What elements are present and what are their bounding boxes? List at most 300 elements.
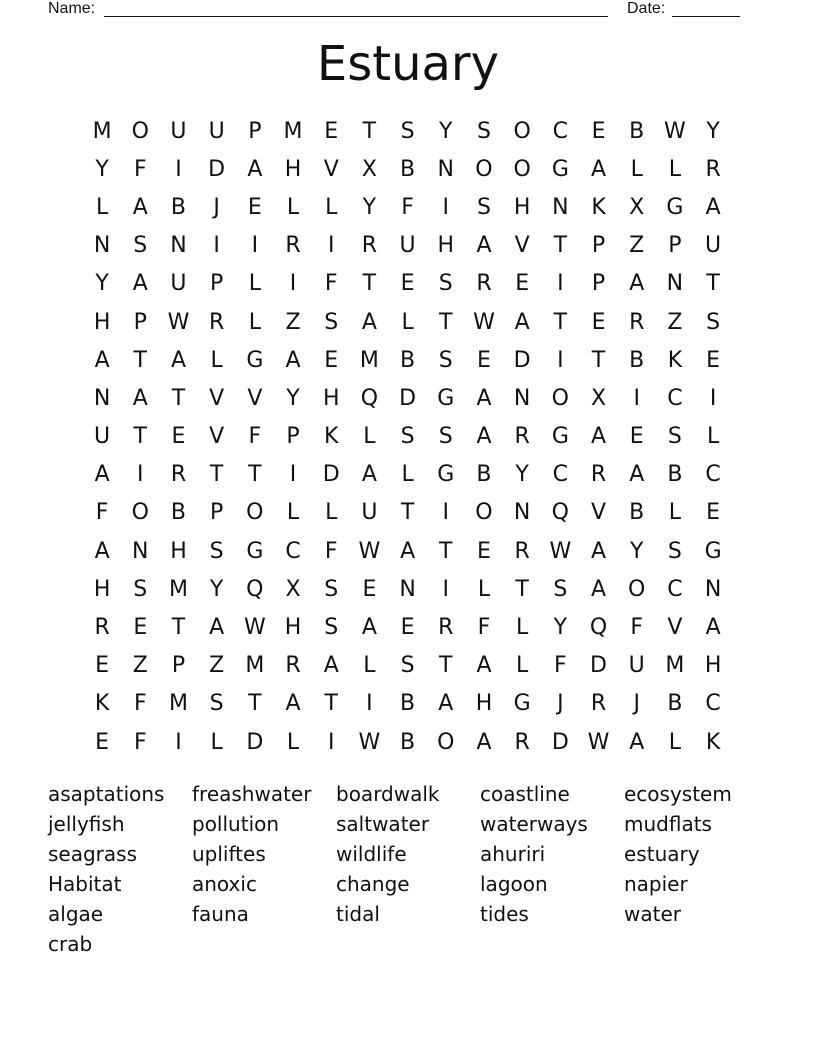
grid-cell: E — [247, 194, 262, 220]
grid-cell: A — [476, 653, 492, 679]
grid-cell: E — [362, 576, 377, 602]
grid-cell: S — [476, 194, 491, 220]
grid-cell: A — [400, 538, 416, 564]
grid-cell: F — [401, 194, 414, 220]
grid-cell: A — [361, 462, 377, 488]
grid-cell: T — [553, 233, 568, 259]
grid-cell: S — [438, 271, 453, 297]
grid-cell: E — [133, 615, 148, 641]
grid-cell: P — [591, 271, 606, 297]
grid-cell: Q — [246, 576, 264, 602]
grid-cell: A — [132, 271, 148, 297]
grid-cell: M — [359, 347, 379, 373]
word-list-item: estuary — [624, 842, 700, 866]
grid-cell: L — [516, 653, 529, 679]
grid-cell: A — [705, 194, 721, 220]
grid-cell: T — [591, 347, 606, 373]
grid-cell: F — [477, 615, 491, 641]
grid-cell: K — [667, 347, 683, 373]
grid-cell: V — [667, 615, 683, 641]
grid-cell: G — [513, 691, 531, 717]
grid-cell: B — [629, 500, 645, 526]
grid-cell: L — [248, 271, 261, 297]
grid-cell: L — [363, 424, 376, 450]
grid-cell: D — [322, 462, 340, 488]
word-list-item: pollution — [192, 812, 280, 836]
grid-cell: L — [210, 347, 223, 373]
grid-cell: H — [93, 576, 111, 602]
grid-cell: A — [629, 462, 645, 488]
grid-cell: D — [399, 385, 417, 411]
word-list-item: freashwater — [192, 782, 312, 806]
grid-cell: X — [629, 194, 645, 220]
grid-cell: S — [324, 576, 339, 602]
word-list-item: napier — [624, 872, 688, 896]
grid-cell: N — [170, 233, 187, 259]
grid-cell: M — [283, 118, 303, 144]
grid-cell: S — [133, 233, 148, 259]
grid-cell: I — [175, 156, 182, 182]
grid-cell: T — [133, 347, 147, 373]
grid-cell: Y — [209, 576, 224, 602]
grid-cell: S — [476, 118, 491, 144]
grid-cell: A — [132, 194, 148, 220]
word-list-item: water — [624, 902, 681, 926]
grid-cell: H — [93, 309, 111, 335]
grid-cell: R — [94, 615, 110, 641]
grid-cell: R — [361, 233, 378, 259]
grid-cell: E — [477, 538, 491, 564]
grid-cell: W — [358, 729, 381, 755]
grid-cell: A — [705, 615, 721, 641]
grid-cell: Z — [132, 653, 148, 679]
grid-cell: O — [131, 500, 149, 526]
grid-cell: E — [95, 653, 110, 679]
grid-cell: P — [591, 233, 606, 259]
grid-cell: P — [133, 309, 147, 335]
grid-cell: A — [247, 156, 263, 182]
grid-cell: K — [94, 691, 110, 717]
grid-cell: H — [513, 194, 531, 220]
grid-cell: L — [325, 500, 338, 526]
grid-cell: N — [93, 233, 111, 259]
grid-cell: S — [209, 691, 224, 717]
grid-cell: W — [587, 729, 610, 755]
grid-cell: A — [94, 462, 110, 488]
grid-cell: Y — [95, 156, 109, 182]
grid-cell: T — [171, 385, 186, 411]
letter-grid — [83, 112, 733, 762]
grid-cell: O — [551, 385, 569, 411]
grid-cell: G — [551, 424, 569, 450]
grid-cell: Q — [360, 385, 379, 411]
date-label: Date: — [627, 0, 666, 17]
grid-cell: F — [133, 156, 147, 182]
grid-cell: F — [133, 691, 147, 717]
grid-cell: Y — [286, 385, 300, 411]
word-list-item: change — [336, 872, 410, 896]
grid-cell: L — [668, 500, 682, 526]
word-list-item: ecosystem — [624, 782, 732, 806]
grid-cell: G — [437, 462, 455, 488]
grid-cell: R — [705, 156, 721, 182]
grid-cell: T — [248, 462, 262, 488]
word-list-item: coastline — [480, 782, 570, 806]
grid-cell: E — [515, 271, 530, 297]
grid-cell: U — [208, 118, 225, 144]
grid-cell: I — [175, 729, 182, 755]
word-list-item: tidal — [336, 902, 380, 926]
grid-cell: H — [704, 653, 722, 679]
grid-cell: M — [168, 576, 188, 602]
grid-cell: K — [591, 194, 606, 220]
grid-cell: S — [667, 424, 682, 450]
grid-cell: V — [591, 500, 607, 526]
grid-cell: A — [438, 691, 454, 717]
grid-cell: V — [209, 424, 225, 450]
grid-cell: F — [324, 538, 338, 564]
grid-cell: A — [94, 538, 110, 564]
grid-cell: S — [324, 309, 339, 335]
grid-cell: V — [209, 385, 225, 411]
grid-cell: A — [591, 156, 607, 182]
grid-cell: L — [286, 500, 300, 526]
word-list — [48, 779, 768, 959]
grid-cell: R — [285, 653, 301, 679]
worksheet-header — [48, 0, 748, 20]
grid-cell: D — [246, 729, 264, 755]
grid-cell: H — [322, 385, 340, 411]
grid-cell: B — [400, 156, 416, 182]
grid-cell: B — [629, 347, 645, 373]
grid-cell: N — [437, 156, 455, 182]
word-list-item: ahuriri — [480, 842, 546, 866]
word-list-item: upliftes — [192, 842, 266, 866]
grid-cell: A — [94, 347, 110, 373]
grid-cell: M — [665, 653, 685, 679]
word-list-item: asaptations — [48, 782, 165, 806]
grid-cell: S — [400, 424, 415, 450]
word-list-item: boardwalk — [336, 782, 440, 806]
grid-cell: E — [706, 347, 721, 373]
grid-cell: L — [325, 194, 338, 220]
grid-cell: D — [551, 729, 569, 755]
grid-cell: R — [285, 233, 301, 259]
grid-cell: M — [245, 653, 265, 679]
word-list-item: anoxic — [192, 872, 257, 896]
grid-cell: T — [400, 500, 415, 526]
grid-cell: I — [327, 233, 335, 259]
grid-cell: G — [437, 385, 455, 411]
grid-cell: E — [591, 118, 606, 144]
grid-cell: F — [324, 271, 338, 297]
grid-cell: W — [358, 538, 381, 564]
grid-cell: E — [324, 347, 339, 373]
grid-cell: H — [284, 156, 302, 182]
word-list-item: lagoon — [480, 872, 548, 896]
grid-cell: L — [668, 156, 682, 182]
grid-cell: Y — [439, 118, 453, 144]
grid-cell: D — [513, 347, 531, 373]
grid-cell: X — [285, 576, 301, 602]
grid-cell: N — [132, 538, 149, 564]
grid-cell: A — [170, 347, 186, 373]
grid-cell: P — [210, 500, 224, 526]
grid-cell: W — [167, 309, 190, 335]
grid-cell: L — [668, 729, 682, 755]
grid-cell: F — [630, 615, 644, 641]
grid-cell: A — [476, 385, 492, 411]
grid-cell: G — [246, 538, 264, 564]
grid-cell: I — [289, 271, 297, 297]
grid-cell: E — [400, 615, 415, 641]
grid-cell: T — [248, 691, 262, 717]
grid-cell: H — [437, 233, 455, 259]
grid-cell: Y — [95, 271, 109, 297]
grid-cell: T — [553, 309, 568, 335]
grid-cell: Y — [553, 615, 568, 641]
grid-cell: E — [95, 729, 110, 755]
grid-cell: W — [473, 309, 495, 335]
grid-cell: U — [170, 118, 187, 144]
grid-cell: A — [476, 729, 492, 755]
grid-cell: I — [327, 729, 335, 755]
grid-cell: S — [553, 576, 568, 602]
grid-cell: S — [706, 309, 721, 335]
grid-cell: M — [92, 118, 112, 144]
grid-cell: T — [324, 691, 338, 717]
grid-cell: G — [704, 538, 722, 564]
grid-cell: V — [247, 385, 263, 411]
grid-cell: L — [706, 424, 720, 450]
grid-cell: L — [95, 194, 109, 220]
grid-cell: W — [549, 538, 572, 564]
grid-cell: M — [168, 691, 188, 717]
grid-cell: I — [557, 271, 564, 297]
grid-cell: Z — [285, 309, 301, 335]
grid-cell: C — [552, 462, 569, 488]
grid-cell: A — [629, 729, 645, 755]
grid-cell: G — [666, 194, 684, 220]
grid-cell: K — [324, 424, 339, 450]
grid-cell: G — [246, 347, 264, 373]
grid-cell: R — [590, 462, 607, 488]
grid-cell: G — [551, 156, 569, 182]
grid-cell: U — [361, 500, 378, 526]
grid-cell: T — [171, 615, 186, 641]
grid-cell: Q — [589, 615, 608, 641]
grid-cell: B — [400, 691, 416, 717]
grid-cell: A — [361, 309, 377, 335]
word-list-item: wildlife — [336, 842, 407, 866]
word-list-item: algae — [48, 902, 104, 926]
word-list-item: mudflats — [624, 812, 712, 836]
grid-cell: I — [137, 462, 144, 488]
grid-cell: X — [361, 156, 377, 182]
grid-cell: A — [476, 233, 492, 259]
grid-cell: S — [209, 538, 224, 564]
grid-cell: O — [131, 118, 149, 144]
grid-cell: H — [284, 615, 302, 641]
grid-cell: E — [400, 271, 415, 297]
grid-cell: U — [705, 233, 722, 259]
grid-cell: Z — [209, 653, 225, 679]
grid-cell: R — [476, 271, 492, 297]
grid-cell: O — [628, 576, 646, 602]
grid-cell: A — [591, 576, 607, 602]
grid-cell: R — [629, 309, 645, 335]
grid-cell: S — [438, 347, 453, 373]
grid-cell: T — [362, 271, 377, 297]
grid-cell: T — [515, 576, 529, 602]
grid-cell: S — [133, 576, 148, 602]
grid-cell: Q — [551, 500, 569, 526]
word-list-item: tides — [480, 902, 529, 926]
grid-cell: C — [667, 385, 683, 411]
grid-cell: A — [209, 615, 225, 641]
grid-cell: P — [668, 233, 682, 259]
grid-cell: L — [630, 156, 643, 182]
grid-cell: W — [243, 615, 266, 641]
grid-cell: J — [557, 691, 564, 717]
grid-cell: E — [591, 309, 606, 335]
grid-cell: P — [248, 118, 262, 144]
grid-cell: I — [557, 347, 564, 373]
word-list-item: Habitat — [48, 872, 122, 896]
grid-cell: L — [286, 194, 300, 220]
grid-cell: A — [361, 615, 377, 641]
grid-cell: E — [477, 347, 491, 373]
grid-cell: I — [442, 576, 450, 602]
word-list-item: fauna — [192, 902, 249, 926]
grid-cell: B — [667, 691, 683, 717]
grid-cell: L — [363, 653, 376, 679]
grid-cell: N — [552, 194, 569, 220]
grid-cell: L — [248, 309, 261, 335]
grid-cell: E — [171, 424, 186, 450]
grid-cell: S — [400, 653, 415, 679]
grid-cell: N — [399, 576, 416, 602]
grid-cell: L — [210, 729, 223, 755]
grid-cell: A — [285, 347, 301, 373]
grid-cell: T — [209, 462, 224, 488]
grid-cell: L — [477, 576, 491, 602]
grid-cell: T — [133, 424, 147, 450]
grid-cell: C — [705, 462, 721, 488]
grid-cell: P — [171, 653, 186, 679]
grid-cell: N — [666, 271, 684, 297]
grid-cell: Y — [362, 194, 377, 220]
grid-cell: Z — [629, 233, 645, 259]
grid-cell: C — [667, 576, 683, 602]
grid-cell: S — [667, 538, 682, 564]
grid-cell: T — [362, 118, 377, 144]
grid-cell: X — [590, 385, 607, 411]
grid-cell: A — [591, 424, 607, 450]
page-title: Estuary — [316, 36, 500, 92]
grid-cell: V — [514, 233, 530, 259]
grid-cell: U — [628, 653, 645, 679]
grid-cell: L — [286, 729, 300, 755]
word-list-item: seagrass — [48, 842, 137, 866]
grid-cell: E — [706, 500, 721, 526]
grid-cell: A — [591, 538, 607, 564]
grid-cell: F — [554, 653, 567, 679]
word-list-item: saltwater — [336, 812, 430, 836]
grid-cell: I — [633, 385, 640, 411]
grid-cell: A — [514, 309, 530, 335]
date-write-line — [672, 16, 740, 17]
grid-cell: E — [629, 424, 644, 450]
grid-cell: Y — [515, 462, 529, 488]
grid-cell: N — [513, 385, 531, 411]
grid-cell: A — [285, 691, 301, 717]
grid-cell: O — [513, 156, 531, 182]
grid-cell: S — [400, 118, 415, 144]
grid-cell: A — [629, 271, 645, 297]
grid-cell: O — [475, 500, 493, 526]
grid-cell: R — [590, 691, 607, 717]
grid-cell: L — [516, 615, 529, 641]
grid-cell: R — [438, 615, 454, 641]
grid-cell: P — [210, 271, 224, 297]
grid-cell: A — [476, 424, 492, 450]
grid-cell: W — [664, 118, 686, 144]
grid-cell: H — [475, 691, 493, 717]
grid-cell: N — [93, 385, 111, 411]
grid-cell: D — [590, 653, 607, 679]
grid-cell: I — [251, 233, 259, 259]
grid-cell: Y — [706, 118, 720, 144]
grid-cell: B — [170, 194, 187, 220]
grid-cell: B — [476, 462, 492, 488]
grid-cell: L — [401, 309, 414, 335]
grid-cell: B — [629, 118, 645, 144]
grid-cell: I — [366, 691, 373, 717]
grid-cell: S — [438, 424, 453, 450]
grid-cell: I — [213, 233, 220, 259]
grid-cell: A — [132, 385, 148, 411]
grid-cell: K — [705, 729, 721, 755]
grid-cell: O — [513, 118, 531, 144]
name-write-line — [104, 16, 608, 17]
word-list-item: crab — [48, 932, 93, 956]
grid-cell: R — [209, 309, 225, 335]
grid-cell: I — [442, 500, 450, 526]
grid-cell: B — [400, 729, 416, 755]
grid-cell: V — [323, 156, 339, 182]
grid-cell: N — [704, 576, 722, 602]
grid-cell: R — [170, 462, 187, 488]
grid-cell: I — [442, 194, 450, 220]
grid-cell: R — [514, 424, 530, 450]
grid-cell: L — [401, 462, 414, 488]
grid-cell: I — [289, 462, 297, 488]
word-list-item: jellyfish — [48, 812, 125, 836]
grid-cell: J — [213, 194, 220, 220]
grid-cell: B — [170, 500, 187, 526]
grid-cell: S — [324, 615, 339, 641]
name-label: Name: — [48, 0, 96, 17]
grid-cell: T — [706, 271, 720, 297]
grid-cell: F — [133, 729, 147, 755]
grid-cell: U — [170, 271, 187, 297]
grid-cell: C — [285, 538, 301, 564]
grid-cell: T — [439, 653, 453, 679]
grid-cell: N — [513, 500, 531, 526]
grid-cell: O — [475, 156, 493, 182]
grid-cell: H — [170, 538, 187, 564]
